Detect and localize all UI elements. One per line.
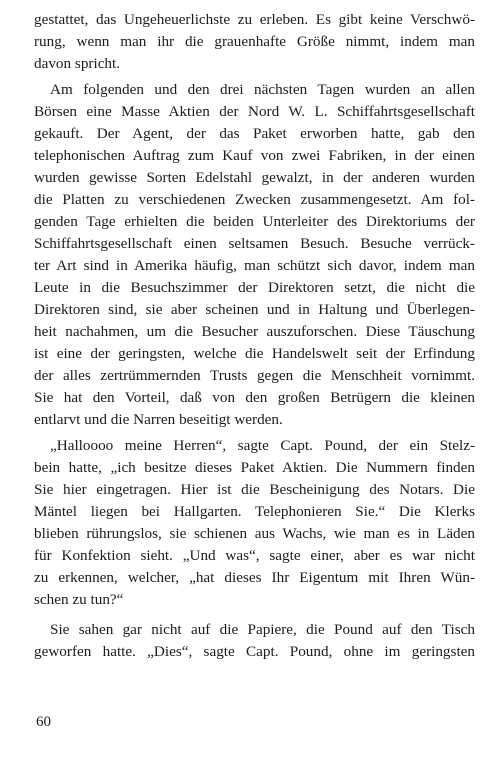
text-line: telephonischen Auftrag zum Kauf von zwei Fabriken, in der einen (34, 147, 475, 164)
text-line: Am folgenden und den drei nächsten Tagen wurden an allen (50, 81, 475, 98)
text-line: Direktoren sind, sie aber scheinen und in Haltung und Überlegen- (34, 301, 475, 318)
text-line: gestattet, das Ungeheuerlichste zu erleben. Es gibt keine Verschwö- (34, 11, 475, 28)
page-number: 60 (36, 714, 51, 730)
text-line: die Platten zu verschiedenen Zwecken zusammengesetzt. Am fol- (34, 191, 475, 208)
text-line: der alles zertrümmernden Trusts gegen die Menschheit vornimmt. (34, 367, 475, 384)
text-line: entlarvt und die Narren beseitigt werden. (34, 411, 283, 428)
text-line: blieben rührungslos, sie schienen aus Wachs, wie man es in Läden (34, 525, 475, 542)
text-line: ter Art sind in Amerika häufig, man schützt sich davor, indem man (34, 257, 475, 274)
text-line: Leute in die Besuchszimmer der Direktoren setzt, die nicht die (34, 279, 475, 296)
text-line: ist eine der geringsten, welche die Handelswelt seit der Erfindung (34, 345, 475, 362)
text-line: genden Tage erhielten die beiden Unterleiter des Direktoriums der (34, 213, 475, 230)
text-line: schen zu tun?“ (34, 591, 124, 608)
text-line: Schiffahrtsgesellschaft einen seltsamen Besuch. Besuche verrück- (34, 235, 475, 252)
text-line: rung, wenn man ihr die grauenhafte Größe nimmt, indem man (34, 33, 475, 50)
text-line: heit nachahmen, um die Besucher auszuforschen. Diese Täuschung (34, 323, 475, 340)
text-line: Sie hier eingetragen. Hier ist die Bescheinigung des Notars. Die (34, 481, 475, 498)
text-line: zu erkennen, welcher, „hat dieses Ihr Eigentum mit Ihren Wün- (34, 569, 475, 586)
text-line: gekauft. Der Agent, der das Paket erworben hatte, gab den (34, 125, 475, 142)
text-line: geworfen hatte. „Dies“, sagte Capt. Pound, ohne im geringsten (34, 643, 475, 660)
text-line: bein hatte, „ich besitze dieses Paket Aktien. Die Nummern finden (34, 459, 475, 476)
text-line: „Halloooo meine Herren“, sagte Capt. Pound, der ein Stelz- (50, 437, 475, 454)
text-line: wurden gewisse Sorten Edelstahl gewalzt, in der anderen wurden (34, 169, 475, 186)
text-line: für Konfektion sieht. „Und was“, sagte einer, aber es war nicht (34, 547, 475, 564)
text-line: davon spricht. (34, 55, 121, 72)
text-line: Sie hat den Vorteil, daß von den großen Betrügern die kleinen (34, 389, 475, 406)
text-line: Börsen eine Masse Aktien der Nord W. L. Schiffahrtsgesellschaft (34, 103, 475, 120)
text-line: Mäntel liegen bei Hallgarten. Telephonieren Sie.“ Die Klerks (34, 503, 475, 520)
text-line: Sie sahen gar nicht auf die Papiere, die Pound auf den Tisch (50, 621, 475, 638)
